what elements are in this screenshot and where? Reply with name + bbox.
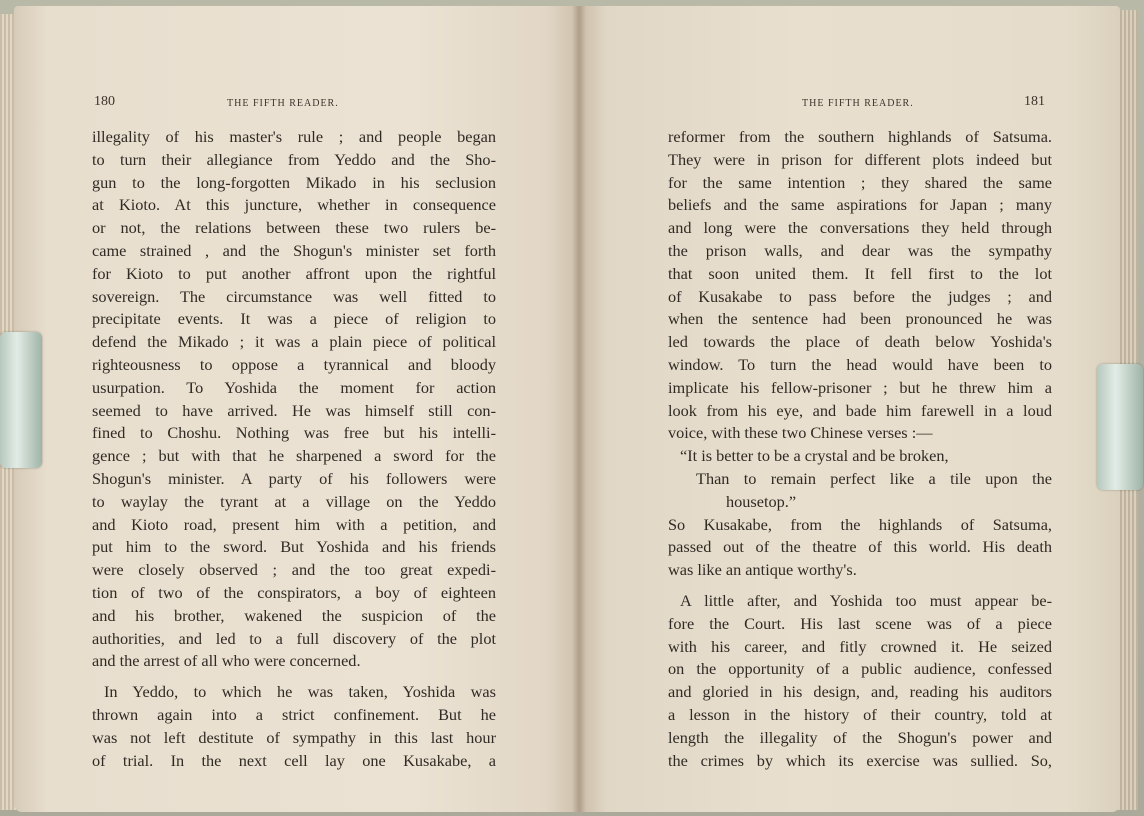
verse-line: housetop.” (726, 491, 797, 511)
left-page (14, 6, 580, 812)
text-line: window. To turn the head would have been to (668, 354, 1052, 374)
right-page (580, 6, 1120, 812)
text-line: with his career, and fitly crowned it. He seized (668, 636, 1052, 656)
text-line: and the arrest of all who were concerned. (92, 651, 361, 671)
text-line: were closely observed ; and the too great expedi- (92, 560, 496, 580)
text-line: and gloried in his design, and, reading his auditors (668, 682, 1052, 702)
text-line: was like an antique worthy's. (668, 560, 857, 580)
text-line: beliefs and the same aspirations for Japan ; many (668, 195, 1052, 215)
text-line: to turn their allegiance from Yeddo and the Sho- (92, 149, 496, 169)
text-line: precipitate events. It was a piece of religion to (92, 309, 496, 329)
text-line: and his brother, wakened the suspicion of the (92, 605, 496, 625)
text-line: and long were the conversations they held through (668, 218, 1052, 238)
text-line: or not, the relations between these two rulers be- (92, 218, 496, 238)
text-line: They were in prison for different plots indeed but (668, 149, 1052, 169)
text-line: for Kioto to put another affront upon the rightful (92, 263, 496, 283)
text-line: usurpation. To Yoshida the moment for action (92, 377, 496, 397)
text-line: authorities, and led to a full discovery of the plot (92, 628, 496, 648)
text-line: came strained , and the Shogun's minister set forth (92, 240, 496, 260)
text-line: when the sentence had been pronounced he was (668, 309, 1052, 329)
text-line: on the opportunity of a public audience, confessed (668, 659, 1052, 679)
right-page-clip (1097, 364, 1143, 490)
text-line: sovereign. The circumstance was well fitted to (92, 286, 496, 306)
verse-line: Than to remain perfect like a tile upon the (696, 468, 1052, 488)
text-line: defend the Mikado ; it was a plain piece of political (92, 332, 496, 352)
text-line: implicate his fellow-prisoner ; but he threw him a (668, 377, 1052, 397)
left-running-head: THE FIFTH READER. (227, 98, 339, 109)
text-line: seemed to have arrived. He was himself still con- (92, 400, 496, 420)
text-line: of Kusakabe to pass before the judges ; and (668, 286, 1052, 306)
text-line: fore the Court. His last scene was of a piece (668, 613, 1052, 633)
text-line: length the illegality of the Shogun's power and (668, 727, 1052, 747)
left-page-clip (0, 332, 42, 468)
text-line: at Kioto. At this juncture, whether in consequence (92, 195, 496, 215)
text-line: reformer from the southern highlands of Satsuma. (668, 127, 1052, 146)
text-line: was not left destitute of sympathy in this last hour (92, 727, 496, 747)
text-line: Shogun's minister. A party of his followers were (92, 468, 496, 488)
text-line: for the same intention ; they shared the same (668, 172, 1052, 192)
left-page-text (92, 126, 496, 772)
book-gutter (572, 6, 586, 812)
text-line: illegality of his master's rule ; and people began (92, 127, 496, 146)
text-line: a lesson in the history of their country, told at (668, 704, 1052, 724)
text-line: passed out of the theatre of this world. His death (668, 537, 1052, 557)
text-line: gence ; but with that he sharpened a sword for the (92, 446, 496, 466)
text-line: In Yeddo, to which he was taken, Yoshida was (104, 682, 496, 702)
verse-line: “It is better to be a crystal and be broken, (680, 446, 949, 466)
text-line: and Kioto road, present him with a petition, and (92, 514, 496, 534)
text-line: voice, with these two Chinese verses :— (668, 423, 933, 443)
text-line: that soon united them. It fell first to the lot (668, 263, 1052, 283)
text-line: A little after, and Yoshida too must appear be- (680, 590, 1052, 610)
text-line: gun to the long-forgotten Mikado in his seclusion (92, 172, 496, 192)
text-line: So Kusakabe, from the highlands of Satsuma, (668, 514, 1052, 534)
text-line: fined to Choshu. Nothing was free but his intelli- (92, 423, 496, 443)
text-line: the prison walls, and dear was the sympathy (668, 240, 1052, 260)
text-line: thrown again into a strict confinement. But he (92, 704, 496, 724)
right-page-text (668, 126, 1052, 772)
text-line: led towards the place of death below Yoshida's (668, 332, 1052, 352)
text-line: put him to the sword. But Yoshida and his friends (92, 537, 496, 557)
text-line: to waylay the tyrant at a village on the Yeddo (92, 491, 496, 511)
text-line: tion of two of the conspirators, a boy of eighteen (92, 582, 496, 602)
right-running-head: THE FIFTH READER. (802, 98, 914, 109)
text-line: of trial. In the next cell lay one Kusakabe, a (92, 750, 496, 770)
text-line: the crimes by which its exercise was sullied. So, (668, 750, 1052, 770)
left-page-number: 180 (94, 94, 115, 109)
text-line: look from his eye, and bade him farewell in a loud (668, 400, 1052, 420)
text-line: righteousness to oppose a tyrannical and bloody (92, 354, 496, 374)
right-page-number: 181 (1024, 94, 1045, 109)
